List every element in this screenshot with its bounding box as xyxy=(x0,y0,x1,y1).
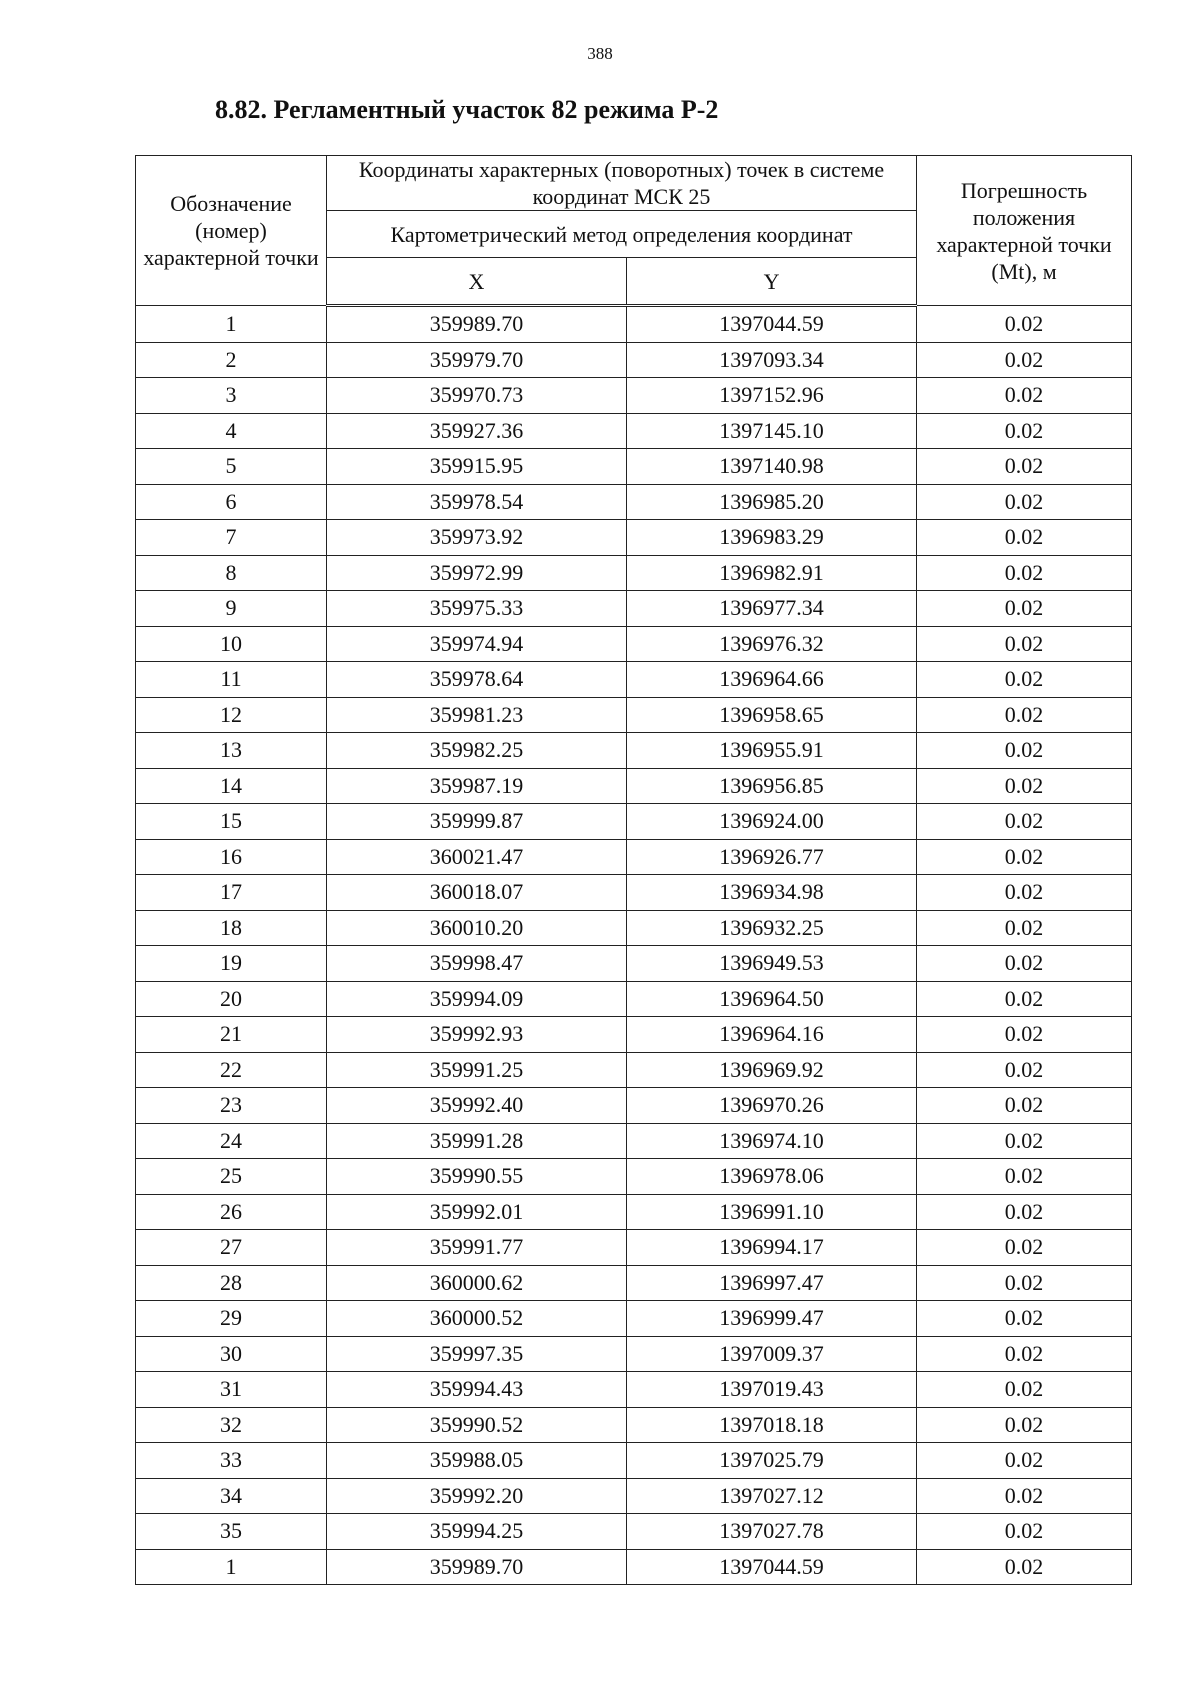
x-coordinate-cell: 360000.62 xyxy=(327,1265,627,1301)
x-coordinate-cell: 360021.47 xyxy=(327,839,627,875)
point-number-header: Обозначение (номер) характерной точки xyxy=(136,156,327,306)
x-coordinate-cell: 359981.23 xyxy=(327,697,627,733)
table-row xyxy=(136,555,1132,591)
point-number-cell: 29 xyxy=(136,1301,327,1337)
x-coordinate-cell: 359994.25 xyxy=(327,1514,627,1550)
table-row xyxy=(136,520,1132,556)
table-row xyxy=(136,1017,1132,1053)
table-row xyxy=(136,1194,1132,1230)
x-coordinate-cell: 359988.05 xyxy=(327,1443,627,1479)
y-coordinate-cell: 1396974.10 xyxy=(627,1123,917,1159)
error-cell: 0.02 xyxy=(917,1052,1132,1088)
point-number-cell: 34 xyxy=(136,1478,327,1514)
point-number-cell: 22 xyxy=(136,1052,327,1088)
point-number-cell: 27 xyxy=(136,1230,327,1266)
point-number-cell: 26 xyxy=(136,1194,327,1230)
point-number-cell: 31 xyxy=(136,1372,327,1408)
point-number-cell: 17 xyxy=(136,875,327,911)
table-row xyxy=(136,484,1132,520)
table-body xyxy=(136,306,1132,1585)
y-coordinate-cell: 1397145.10 xyxy=(627,413,917,449)
point-number-cell: 23 xyxy=(136,1088,327,1124)
y-coordinate-cell: 1397140.98 xyxy=(627,449,917,485)
x-coordinate-cell: 359999.87 xyxy=(327,804,627,840)
error-cell: 0.02 xyxy=(917,839,1132,875)
y-coordinate-cell: 1396999.47 xyxy=(627,1301,917,1337)
y-coordinate-cell: 1396964.16 xyxy=(627,1017,917,1053)
y-coordinate-cell: 1396949.53 xyxy=(627,946,917,982)
point-number-cell: 10 xyxy=(136,626,327,662)
y-coordinate-cell: 1397044.59 xyxy=(627,306,917,343)
x-coordinate-cell: 359992.20 xyxy=(327,1478,627,1514)
error-cell: 0.02 xyxy=(917,555,1132,591)
y-coordinate-cell: 1396964.66 xyxy=(627,662,917,698)
error-cell: 0.02 xyxy=(917,591,1132,627)
error-cell: 0.02 xyxy=(917,662,1132,698)
x-coordinate-cell: 360010.20 xyxy=(327,910,627,946)
table-row xyxy=(136,413,1132,449)
x-header: X xyxy=(327,258,627,306)
error-cell: 0.02 xyxy=(917,1336,1132,1372)
error-cell: 0.02 xyxy=(917,1230,1132,1266)
y-coordinate-cell: 1397027.12 xyxy=(627,1478,917,1514)
y-coordinate-cell: 1396955.91 xyxy=(627,733,917,769)
point-number-cell: 16 xyxy=(136,839,327,875)
x-coordinate-cell: 359973.92 xyxy=(327,520,627,556)
error-cell: 0.02 xyxy=(917,1123,1132,1159)
table-row xyxy=(136,306,1132,343)
point-number-cell: 20 xyxy=(136,981,327,1017)
y-coordinate-cell: 1396976.32 xyxy=(627,626,917,662)
error-cell: 0.02 xyxy=(917,626,1132,662)
error-cell: 0.02 xyxy=(917,1088,1132,1124)
table-row xyxy=(136,1372,1132,1408)
table-row xyxy=(136,875,1132,911)
x-coordinate-cell: 359978.64 xyxy=(327,662,627,698)
table-row xyxy=(136,1123,1132,1159)
table-row xyxy=(136,591,1132,627)
table-header xyxy=(136,156,1132,306)
error-cell: 0.02 xyxy=(917,875,1132,911)
x-coordinate-cell: 359987.19 xyxy=(327,768,627,804)
x-coordinate-cell: 359992.01 xyxy=(327,1194,627,1230)
error-cell: 0.02 xyxy=(917,413,1132,449)
x-coordinate-cell: 359970.73 xyxy=(327,378,627,414)
error-cell: 0.02 xyxy=(917,1194,1132,1230)
x-coordinate-cell: 359994.43 xyxy=(327,1372,627,1408)
x-coordinate-cell: 359978.54 xyxy=(327,484,627,520)
x-coordinate-cell: 359991.77 xyxy=(327,1230,627,1266)
error-cell: 0.02 xyxy=(917,378,1132,414)
point-number-cell: 15 xyxy=(136,804,327,840)
error-cell: 0.02 xyxy=(917,1514,1132,1550)
x-coordinate-cell: 359982.25 xyxy=(327,733,627,769)
table-row xyxy=(136,910,1132,946)
point-number-cell: 1 xyxy=(136,1549,327,1585)
point-number-cell: 6 xyxy=(136,484,327,520)
y-coordinate-cell: 1396985.20 xyxy=(627,484,917,520)
table-row xyxy=(136,1407,1132,1443)
point-number-cell: 8 xyxy=(136,555,327,591)
table-row xyxy=(136,342,1132,378)
table-row xyxy=(136,1443,1132,1479)
error-cell: 0.02 xyxy=(917,733,1132,769)
x-coordinate-cell: 359991.25 xyxy=(327,1052,627,1088)
point-number-cell: 33 xyxy=(136,1443,327,1479)
y-coordinate-cell: 1396977.34 xyxy=(627,591,917,627)
table-row xyxy=(136,662,1132,698)
point-number-cell: 3 xyxy=(136,378,327,414)
y-coordinate-cell: 1396932.25 xyxy=(627,910,917,946)
table-row xyxy=(136,733,1132,769)
table-row xyxy=(136,1336,1132,1372)
table-row xyxy=(136,768,1132,804)
y-coordinate-cell: 1397025.79 xyxy=(627,1443,917,1479)
coordinates-table xyxy=(135,155,1132,1585)
page-number: 388 xyxy=(587,44,613,63)
error-cell: 0.02 xyxy=(917,1478,1132,1514)
x-coordinate-cell: 360000.52 xyxy=(327,1301,627,1337)
y-coordinate-cell: 1396983.29 xyxy=(627,520,917,556)
point-number-cell: 9 xyxy=(136,591,327,627)
error-cell: 0.02 xyxy=(917,1017,1132,1053)
error-cell: 0.02 xyxy=(917,449,1132,485)
x-coordinate-cell: 359994.09 xyxy=(327,981,627,1017)
point-number-cell: 24 xyxy=(136,1123,327,1159)
point-number-cell: 12 xyxy=(136,697,327,733)
x-coordinate-cell: 359972.99 xyxy=(327,555,627,591)
y-coordinate-cell: 1396924.00 xyxy=(627,804,917,840)
table-row xyxy=(136,378,1132,414)
table-row xyxy=(136,626,1132,662)
table-row xyxy=(136,1478,1132,1514)
y-coordinate-cell: 1396934.98 xyxy=(627,875,917,911)
table-row xyxy=(136,1052,1132,1088)
y-coordinate-cell: 1396994.17 xyxy=(627,1230,917,1266)
error-cell: 0.02 xyxy=(917,1159,1132,1195)
point-number-cell: 19 xyxy=(136,946,327,982)
error-cell: 0.02 xyxy=(917,484,1132,520)
table-row xyxy=(136,697,1132,733)
y-coordinate-cell: 1396964.50 xyxy=(627,981,917,1017)
y-coordinate-cell: 1397018.18 xyxy=(627,1407,917,1443)
table-row xyxy=(136,981,1132,1017)
method-header: Картометрический метод определения координат xyxy=(327,211,917,258)
x-coordinate-cell: 359989.70 xyxy=(327,1549,627,1585)
point-number-cell: 1 xyxy=(136,306,327,343)
x-coordinate-cell: 359990.55 xyxy=(327,1159,627,1195)
table-row xyxy=(136,1301,1132,1337)
error-cell: 0.02 xyxy=(917,1265,1132,1301)
point-number-cell: 7 xyxy=(136,520,327,556)
y-coordinate-cell: 1397019.43 xyxy=(627,1372,917,1408)
y-coordinate-cell: 1396926.77 xyxy=(627,839,917,875)
section-title: 8.82. Регламентный участок 82 режима Р-2 xyxy=(215,95,719,124)
y-coordinate-cell: 1397093.34 xyxy=(627,342,917,378)
table-row xyxy=(136,804,1132,840)
table-row xyxy=(136,1514,1132,1550)
y-header: Y xyxy=(627,258,917,306)
point-number-cell: 4 xyxy=(136,413,327,449)
point-number-cell: 32 xyxy=(136,1407,327,1443)
error-cell: 0.02 xyxy=(917,946,1132,982)
x-coordinate-cell: 360018.07 xyxy=(327,875,627,911)
point-number-cell: 28 xyxy=(136,1265,327,1301)
x-coordinate-cell: 359992.40 xyxy=(327,1088,627,1124)
error-cell: 0.02 xyxy=(917,306,1132,343)
point-number-cell: 18 xyxy=(136,910,327,946)
x-coordinate-cell: 359998.47 xyxy=(327,946,627,982)
x-coordinate-cell: 359991.28 xyxy=(327,1123,627,1159)
point-number-cell: 11 xyxy=(136,662,327,698)
point-number-cell: 13 xyxy=(136,733,327,769)
x-coordinate-cell: 359979.70 xyxy=(327,342,627,378)
y-coordinate-cell: 1396970.26 xyxy=(627,1088,917,1124)
point-number-cell: 2 xyxy=(136,342,327,378)
error-cell: 0.02 xyxy=(917,804,1132,840)
y-coordinate-cell: 1397152.96 xyxy=(627,378,917,414)
x-coordinate-cell: 359975.33 xyxy=(327,591,627,627)
y-coordinate-cell: 1396978.06 xyxy=(627,1159,917,1195)
x-coordinate-cell: 359992.93 xyxy=(327,1017,627,1053)
error-cell: 0.02 xyxy=(917,342,1132,378)
x-coordinate-cell: 359974.94 xyxy=(327,626,627,662)
table-row xyxy=(136,1230,1132,1266)
error-cell: 0.02 xyxy=(917,1372,1132,1408)
table-row xyxy=(136,1159,1132,1195)
x-coordinate-cell: 359915.95 xyxy=(327,449,627,485)
error-cell: 0.02 xyxy=(917,1443,1132,1479)
error-cell: 0.02 xyxy=(917,981,1132,1017)
coordinates-group-header: Координаты характерных (поворотных) точек в системе координат МСК 25 xyxy=(327,156,917,211)
table-row xyxy=(136,1088,1132,1124)
error-cell: 0.02 xyxy=(917,520,1132,556)
y-coordinate-cell: 1397009.37 xyxy=(627,1336,917,1372)
table-row xyxy=(136,1549,1132,1585)
y-coordinate-cell: 1396982.91 xyxy=(627,555,917,591)
error-cell: 0.02 xyxy=(917,697,1132,733)
error-cell: 0.02 xyxy=(917,910,1132,946)
table-row xyxy=(136,839,1132,875)
point-number-cell: 30 xyxy=(136,1336,327,1372)
y-coordinate-cell: 1396969.92 xyxy=(627,1052,917,1088)
error-header: Погрешность положения характерной точки (Mt), м xyxy=(917,156,1132,306)
point-number-cell: 25 xyxy=(136,1159,327,1195)
y-coordinate-cell: 1397044.59 xyxy=(627,1549,917,1585)
y-coordinate-cell: 1396997.47 xyxy=(627,1265,917,1301)
table-row xyxy=(136,449,1132,485)
y-coordinate-cell: 1397027.78 xyxy=(627,1514,917,1550)
x-coordinate-cell: 359990.52 xyxy=(327,1407,627,1443)
y-coordinate-cell: 1396956.85 xyxy=(627,768,917,804)
error-cell: 0.02 xyxy=(917,1301,1132,1337)
x-coordinate-cell: 359927.36 xyxy=(327,413,627,449)
error-cell: 0.02 xyxy=(917,1407,1132,1443)
x-coordinate-cell: 359997.35 xyxy=(327,1336,627,1372)
point-number-cell: 14 xyxy=(136,768,327,804)
point-number-cell: 21 xyxy=(136,1017,327,1053)
point-number-cell: 35 xyxy=(136,1514,327,1550)
table-row xyxy=(136,946,1132,982)
y-coordinate-cell: 1396958.65 xyxy=(627,697,917,733)
table-row xyxy=(136,1265,1132,1301)
y-coordinate-cell: 1396991.10 xyxy=(627,1194,917,1230)
error-cell: 0.02 xyxy=(917,1549,1132,1585)
point-number-cell: 5 xyxy=(136,449,327,485)
x-coordinate-cell: 359989.70 xyxy=(327,306,627,343)
error-cell: 0.02 xyxy=(917,768,1132,804)
